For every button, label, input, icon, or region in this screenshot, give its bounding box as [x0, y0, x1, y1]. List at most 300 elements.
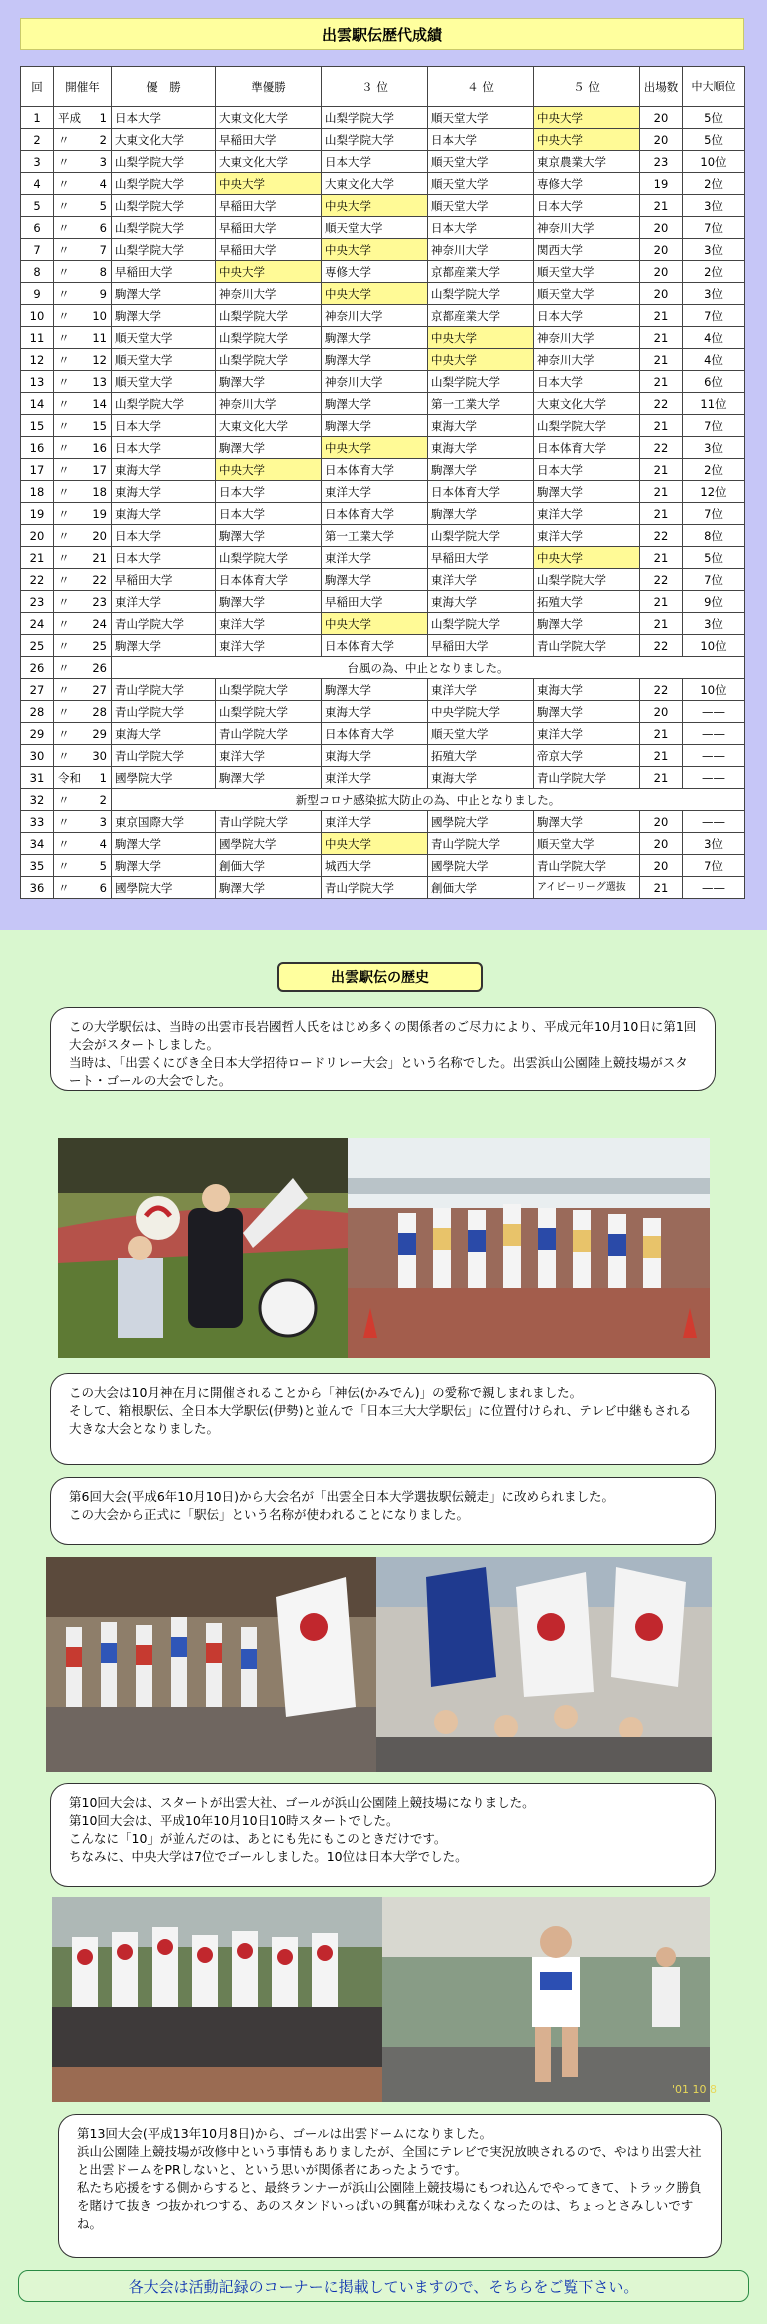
fifth-place-cell: 青山学院大学 [534, 767, 640, 789]
third-place-cell: 中央大学 [322, 195, 428, 217]
year-number: 11 [92, 330, 107, 345]
race-number: 17 [21, 459, 54, 481]
race-year [54, 437, 112, 459]
third-place-cell: 駒澤大学 [322, 393, 428, 415]
fourth-place-cell: 京都産業大学 [428, 261, 534, 283]
table-row [21, 107, 745, 129]
winner-cell: 日本大学 [112, 547, 216, 569]
footer-note: 各大会は活動記録のコーナーに掲載していますので、そちらをご覧下さい。 [18, 2270, 749, 2302]
race-year [54, 877, 112, 899]
winner-cell: 青山学院大学 [112, 745, 216, 767]
race-number: 30 [21, 745, 54, 767]
third-place-cell: 中央大学 [322, 613, 428, 635]
col-header-chuo-rank: 中大順位 [683, 67, 745, 107]
fifth-place-cell: 中央大学 [534, 547, 640, 569]
year-number: 16 [92, 440, 107, 455]
entries-count: 20 [640, 261, 683, 283]
history-text-4: 第10回大会は、スタートが出雲大社、ゴールが浜山公園陸上競技場になりました。 第10回大会は、平成10年10月10日10時スタートでした。 こんなに「10」が並んだのは、あとにも先にもこのときだけです。 ちなみに、中央大学は7位でゴールしました。10位は日本大学でした。 [69, 1795, 535, 1864]
winner-cell: 順天堂大学 [112, 371, 216, 393]
col-header-winner: 優 勝 [112, 67, 216, 107]
winner-cell: 東京国際大学 [112, 811, 216, 833]
entries-count: 21 [640, 547, 683, 569]
winner-cell: 駒澤大学 [112, 305, 216, 327]
third-place-cell: 中央大学 [322, 283, 428, 305]
winner-cell: 早稲田大学 [112, 261, 216, 283]
table-row [21, 393, 745, 415]
fourth-place-cell: 拓殖大学 [428, 745, 534, 767]
fifth-place-cell: 駒澤大学 [534, 701, 640, 723]
fourth-place-cell: 中央大学 [428, 349, 534, 371]
year-number: 18 [92, 484, 107, 499]
second-place-cell: 山梨学院大学 [216, 547, 322, 569]
table-row [21, 877, 745, 899]
table-row [21, 503, 745, 525]
third-place-cell: 順天堂大学 [322, 217, 428, 239]
year-number: 13 [92, 374, 107, 389]
fourth-place-cell: 東海大学 [428, 437, 534, 459]
race-year [54, 525, 112, 547]
fourth-place-cell: 駒澤大学 [428, 503, 534, 525]
year-number: 26 [92, 660, 107, 675]
entries-count: 20 [640, 107, 683, 129]
third-place-cell: 東洋大学 [322, 481, 428, 503]
year-number: 4 [99, 176, 107, 191]
race-year [54, 305, 112, 327]
chuo-rank: 2位 [683, 459, 745, 481]
table-row [21, 151, 745, 173]
chuo-rank: 3位 [683, 239, 745, 261]
era-label: 〃 [58, 176, 70, 191]
fifth-place-cell: 山梨学院大学 [534, 415, 640, 437]
chuo-rank: 7位 [683, 855, 745, 877]
chuo-rank: 7位 [683, 569, 745, 591]
chuo-rank: 3位 [683, 833, 745, 855]
fifth-place-cell: 青山学院大学 [534, 855, 640, 877]
fourth-place-cell: 東海大学 [428, 591, 534, 613]
fourth-place-cell: 順天堂大学 [428, 723, 534, 745]
era-label: 〃 [58, 858, 70, 873]
winner-cell: 東海大学 [112, 481, 216, 503]
race-number: 33 [21, 811, 54, 833]
fourth-place-cell: 中央学院大学 [428, 701, 534, 723]
second-place-cell: 早稲田大学 [216, 239, 322, 261]
race-number: 21 [21, 547, 54, 569]
chuo-rank: 8位 [683, 525, 745, 547]
chuo-rank: 5位 [683, 107, 745, 129]
second-place-cell: 駒澤大学 [216, 767, 322, 789]
third-place-cell: 日本体育大学 [322, 503, 428, 525]
year-number: 5 [99, 858, 107, 873]
fourth-place-cell: 順天堂大学 [428, 151, 534, 173]
chuo-rank: 10位 [683, 635, 745, 657]
race-number: 35 [21, 855, 54, 877]
race-number: 25 [21, 635, 54, 657]
race-number: 4 [21, 173, 54, 195]
third-place-cell: 東洋大学 [322, 811, 428, 833]
chuo-rank: —— [683, 811, 745, 833]
chuo-rank: 2位 [683, 173, 745, 195]
winner-cell: 國學院大学 [112, 767, 216, 789]
chuo-rank: 3位 [683, 437, 745, 459]
year-number: 29 [92, 726, 107, 741]
fifth-place-cell: 中央大学 [534, 129, 640, 151]
chuo-rank: —— [683, 701, 745, 723]
fourth-place-cell: 順天堂大学 [428, 195, 534, 217]
chuo-rank: 12位 [683, 481, 745, 503]
third-place-cell: 第一工業大学 [322, 525, 428, 547]
fifth-place-cell: 神奈川大学 [534, 349, 640, 371]
winner-cell: 日本大学 [112, 415, 216, 437]
third-place-cell: 駒澤大学 [322, 349, 428, 371]
year-number: 6 [99, 220, 107, 235]
page-title: 出雲駅伝歴代成績 [20, 18, 744, 50]
table-row [21, 789, 745, 811]
col-header-fifth: ５ 位 [534, 67, 640, 107]
third-place-cell: 大東文化大学 [322, 173, 428, 195]
winner-cell: 日本大学 [112, 437, 216, 459]
era-label: 〃 [58, 682, 70, 697]
second-place-cell: 中央大学 [216, 261, 322, 283]
fifth-place-cell: 駒澤大学 [534, 481, 640, 503]
fifth-place-cell: 日本大学 [534, 195, 640, 217]
third-place-cell: 日本体育大学 [322, 459, 428, 481]
race-year [54, 503, 112, 525]
photo-start-scene [58, 1138, 710, 1358]
year-number: 17 [92, 462, 107, 477]
fourth-place-cell: 中央大学 [428, 327, 534, 349]
col-header-second: 準優勝 [216, 67, 322, 107]
race-number: 1 [21, 107, 54, 129]
entries-count: 20 [640, 855, 683, 877]
chuo-rank: —— [683, 745, 745, 767]
year-number: 6 [99, 880, 107, 895]
third-place-cell: 駒澤大学 [322, 679, 428, 701]
winner-cell: 青山学院大学 [112, 679, 216, 701]
table-row [21, 591, 745, 613]
race-year [54, 261, 112, 283]
third-place-cell: 山梨学院大学 [322, 129, 428, 151]
table-row [21, 679, 745, 701]
year-number: 4 [99, 836, 107, 851]
second-place-cell: 大東文化大学 [216, 151, 322, 173]
race-year [54, 107, 112, 129]
chuo-rank: 6位 [683, 371, 745, 393]
third-place-cell: 駒澤大学 [322, 415, 428, 437]
fifth-place-cell: 大東文化大学 [534, 393, 640, 415]
race-number: 10 [21, 305, 54, 327]
entries-count: 23 [640, 151, 683, 173]
year-number: 14 [92, 396, 107, 411]
winner-cell: 青山学院大学 [112, 613, 216, 635]
race-number: 8 [21, 261, 54, 283]
table-row [21, 613, 745, 635]
second-place-cell: 駒澤大学 [216, 437, 322, 459]
second-place-cell: 日本大学 [216, 503, 322, 525]
table-row [21, 437, 745, 459]
era-label: 〃 [58, 220, 70, 235]
era-label: 〃 [58, 792, 70, 807]
third-place-cell: 早稲田大学 [322, 591, 428, 613]
fifth-place-cell: 関西大学 [534, 239, 640, 261]
table-row [21, 415, 745, 437]
fourth-place-cell: 順天堂大学 [428, 107, 534, 129]
fourth-place-cell: 山梨学院大学 [428, 283, 534, 305]
third-place-cell: 駒澤大学 [322, 569, 428, 591]
entries-count: 21 [640, 745, 683, 767]
era-label: 〃 [58, 528, 70, 543]
entries-count: 21 [640, 195, 683, 217]
fifth-place-cell: 中央大学 [534, 107, 640, 129]
fifth-place-cell: 日本大学 [534, 371, 640, 393]
second-place-cell: 山梨学院大学 [216, 679, 322, 701]
table-row [21, 459, 745, 481]
fourth-place-cell: 日本体育大学 [428, 481, 534, 503]
second-place-cell: 日本大学 [216, 481, 322, 503]
entries-count: 21 [640, 767, 683, 789]
race-number: 23 [21, 591, 54, 613]
chuo-rank: 3位 [683, 283, 745, 305]
year-number: 22 [92, 572, 107, 587]
year-number: 27 [92, 682, 107, 697]
year-number: 2 [99, 132, 107, 147]
fourth-place-cell: 山梨学院大学 [428, 371, 534, 393]
history-text-1: この大学駅伝は、当時の出雲市長岩國哲人氏をはじめ多くの関係者のご尽力により、平成元年10月10日に第1回大会がスタートしました。 当時は、「出雲くにびき全日本大学招待ロードリレー大会」という名称でした。出雲浜山公園陸上競技場がスタート・ゴールの大会でした。 [69, 1019, 697, 1088]
table-row [21, 327, 745, 349]
race-year [54, 833, 112, 855]
fifth-place-cell: 東洋大学 [534, 503, 640, 525]
race-number: 22 [21, 569, 54, 591]
winner-cell: 駒澤大学 [112, 635, 216, 657]
race-number: 2 [21, 129, 54, 151]
second-place-cell: 中央大学 [216, 173, 322, 195]
table-row [21, 481, 745, 503]
second-place-cell: 日本体育大学 [216, 569, 322, 591]
race-year [54, 371, 112, 393]
entries-count: 21 [640, 349, 683, 371]
chuo-rank: 7位 [683, 415, 745, 437]
year-number: 21 [92, 550, 107, 565]
entries-count: 21 [640, 459, 683, 481]
table-row [21, 767, 745, 789]
race-number: 27 [21, 679, 54, 701]
year-number: 23 [92, 594, 107, 609]
winner-cell: 山梨学院大学 [112, 195, 216, 217]
fifth-place-cell: 専修大学 [534, 173, 640, 195]
winner-cell: 東海大学 [112, 723, 216, 745]
race-year [54, 635, 112, 657]
fifth-place-cell: 日本大学 [534, 305, 640, 327]
era-label: 〃 [58, 440, 70, 455]
entries-count: 22 [640, 635, 683, 657]
fourth-place-cell: 東海大学 [428, 415, 534, 437]
third-place-cell: 山梨学院大学 [322, 107, 428, 129]
race-number: 5 [21, 195, 54, 217]
third-place-cell: 日本大学 [322, 151, 428, 173]
fifth-place-cell: 神奈川大学 [534, 217, 640, 239]
era-label: 〃 [58, 484, 70, 499]
second-place-cell: 山梨学院大学 [216, 701, 322, 723]
winner-cell: 順天堂大学 [112, 349, 216, 371]
winner-cell: 東海大学 [112, 503, 216, 525]
col-header-no: 回 [21, 67, 54, 107]
entries-count: 20 [640, 129, 683, 151]
cancel-note: 台風の為、中止となりました。 [112, 657, 745, 679]
era-label: 〃 [58, 198, 70, 213]
entries-count: 21 [640, 877, 683, 899]
era-label: 〃 [58, 572, 70, 587]
entries-count: 21 [640, 327, 683, 349]
race-year [54, 811, 112, 833]
chuo-rank: 2位 [683, 261, 745, 283]
era-label: 〃 [58, 836, 70, 851]
entries-count: 21 [640, 415, 683, 437]
entries-count: 20 [640, 833, 683, 855]
table-row [21, 129, 745, 151]
entries-count: 22 [640, 525, 683, 547]
race-year [54, 129, 112, 151]
year-number: 3 [99, 154, 107, 169]
third-place-cell: 中央大学 [322, 239, 428, 261]
fifth-place-cell: 東海大学 [534, 679, 640, 701]
fourth-place-cell: 早稲田大学 [428, 635, 534, 657]
entries-count: 21 [640, 305, 683, 327]
entries-count: 21 [640, 591, 683, 613]
era-label: 〃 [58, 418, 70, 433]
era-label: 令和 [58, 770, 81, 785]
fourth-place-cell: 京都産業大学 [428, 305, 534, 327]
entries-count: 20 [640, 701, 683, 723]
year-number: 25 [92, 638, 107, 653]
era-label: 〃 [58, 374, 70, 389]
third-place-cell: 東海大学 [322, 745, 428, 767]
chuo-rank: —— [683, 767, 745, 789]
race-number: 32 [21, 789, 54, 811]
table-row [21, 723, 745, 745]
year-number: 7 [99, 242, 107, 257]
winner-cell: 駒澤大学 [112, 855, 216, 877]
chuo-rank: 4位 [683, 349, 745, 371]
fourth-place-cell: 山梨学院大学 [428, 613, 534, 635]
fifth-place-cell: 日本大学 [534, 459, 640, 481]
race-number: 6 [21, 217, 54, 239]
chuo-rank: 3位 [683, 195, 745, 217]
table-row [21, 811, 745, 833]
winner-cell: 大東文化大学 [112, 129, 216, 151]
race-number: 12 [21, 349, 54, 371]
entries-count: 20 [640, 283, 683, 305]
fifth-place-cell: 東洋大学 [534, 525, 640, 547]
year-number: 10 [92, 308, 107, 323]
race-number: 26 [21, 657, 54, 679]
chuo-rank: 3位 [683, 613, 745, 635]
third-place-cell: 神奈川大学 [322, 371, 428, 393]
fifth-place-cell: 帝京大学 [534, 745, 640, 767]
second-place-cell: 神奈川大学 [216, 393, 322, 415]
chuo-rank: 7位 [683, 503, 745, 525]
chuo-rank: 10位 [683, 151, 745, 173]
third-place-cell: 専修大学 [322, 261, 428, 283]
third-place-cell: 日本体育大学 [322, 723, 428, 745]
fourth-place-cell: 駒澤大学 [428, 459, 534, 481]
table-row [21, 261, 745, 283]
second-place-cell: 大東文化大学 [216, 107, 322, 129]
entries-count: 20 [640, 217, 683, 239]
second-place-cell: 駒澤大学 [216, 877, 322, 899]
race-year [54, 789, 112, 811]
fifth-place-cell: 東京農業大学 [534, 151, 640, 173]
era-label: 〃 [58, 132, 70, 147]
col-header-year: 開催年 [54, 67, 112, 107]
second-place-cell: 東洋大学 [216, 635, 322, 657]
fourth-place-cell: 順天堂大学 [428, 173, 534, 195]
era-label: 平成 [58, 110, 81, 125]
history-text-5: 第13回大会(平成13年10月8日)から、ゴールは出雲ドームになりました。 浜山公園陸上競技場が改修中という事情もありましたが、全国にテレビで実況放映されるので、やはり出雲大社と出雲ドームをPRしないと、という思いが関係者にあったようです。 私たち応援をする側からすると、最終ランナーが浜山公園陸上競技場にもつれ込んでやってきて、トラック勝負を賭けて抜き つ抜かれつする、あのスタンドいっぱいの興奮が味わえなくなったのは、ちょっとさみしいですね。 [77, 2126, 702, 2231]
entries-count: 20 [640, 811, 683, 833]
race-number: 20 [21, 525, 54, 547]
race-number: 13 [21, 371, 54, 393]
chuo-rank: 5位 [683, 129, 745, 151]
table-row [21, 195, 745, 217]
second-place-cell: 早稲田大学 [216, 129, 322, 151]
table-row [21, 701, 745, 723]
era-label: 〃 [58, 704, 70, 719]
winner-cell: 山梨学院大学 [112, 173, 216, 195]
race-year [54, 327, 112, 349]
table-row [21, 547, 745, 569]
chuo-rank: —— [683, 723, 745, 745]
year-number: 28 [92, 704, 107, 719]
second-place-cell: 東洋大学 [216, 745, 322, 767]
entries-count: 21 [640, 613, 683, 635]
col-header-third: ３ 位 [322, 67, 428, 107]
race-year [54, 195, 112, 217]
year-number: 30 [92, 748, 107, 763]
results-table [20, 66, 745, 899]
era-label: 〃 [58, 154, 70, 169]
era-label: 〃 [58, 660, 70, 675]
winner-cell: 日本大学 [112, 107, 216, 129]
race-year [54, 173, 112, 195]
year-number: 24 [92, 616, 107, 631]
era-label: 〃 [58, 726, 70, 741]
race-number: 19 [21, 503, 54, 525]
fifth-place-cell: 神奈川大学 [534, 327, 640, 349]
era-label: 〃 [58, 594, 70, 609]
third-place-cell: 中央大学 [322, 833, 428, 855]
entries-count: 22 [640, 393, 683, 415]
cancel-note: 新型コロナ感染拡大防止の為、中止となりました。 [112, 789, 745, 811]
entries-count: 21 [640, 723, 683, 745]
third-place-cell: 東海大学 [322, 701, 428, 723]
entries-count: 21 [640, 503, 683, 525]
chuo-rank: 4位 [683, 327, 745, 349]
table-row [21, 569, 745, 591]
race-year [54, 393, 112, 415]
era-label: 〃 [58, 330, 70, 345]
race-year [54, 679, 112, 701]
race-number: 16 [21, 437, 54, 459]
history-text-2: この大会は10月神在月に開催されることから「神伝(かみでん)」の愛称で親しまれました。 そして、箱根駅伝、全日本大学駅伝(伊勢)と並んで「日本三大大学駅伝」に位置付けられ、テレビ中継もされる大きな大会となりました。 [69, 1385, 692, 1436]
second-place-cell: 山梨学院大学 [216, 305, 322, 327]
winner-cell: 青山学院大学 [112, 701, 216, 723]
era-label: 〃 [58, 352, 70, 367]
second-place-cell: 東洋大学 [216, 613, 322, 635]
fifth-place-cell: 日本体育大学 [534, 437, 640, 459]
race-number: 7 [21, 239, 54, 261]
race-year [54, 767, 112, 789]
winner-cell: 山梨学院大学 [112, 239, 216, 261]
race-number: 9 [21, 283, 54, 305]
